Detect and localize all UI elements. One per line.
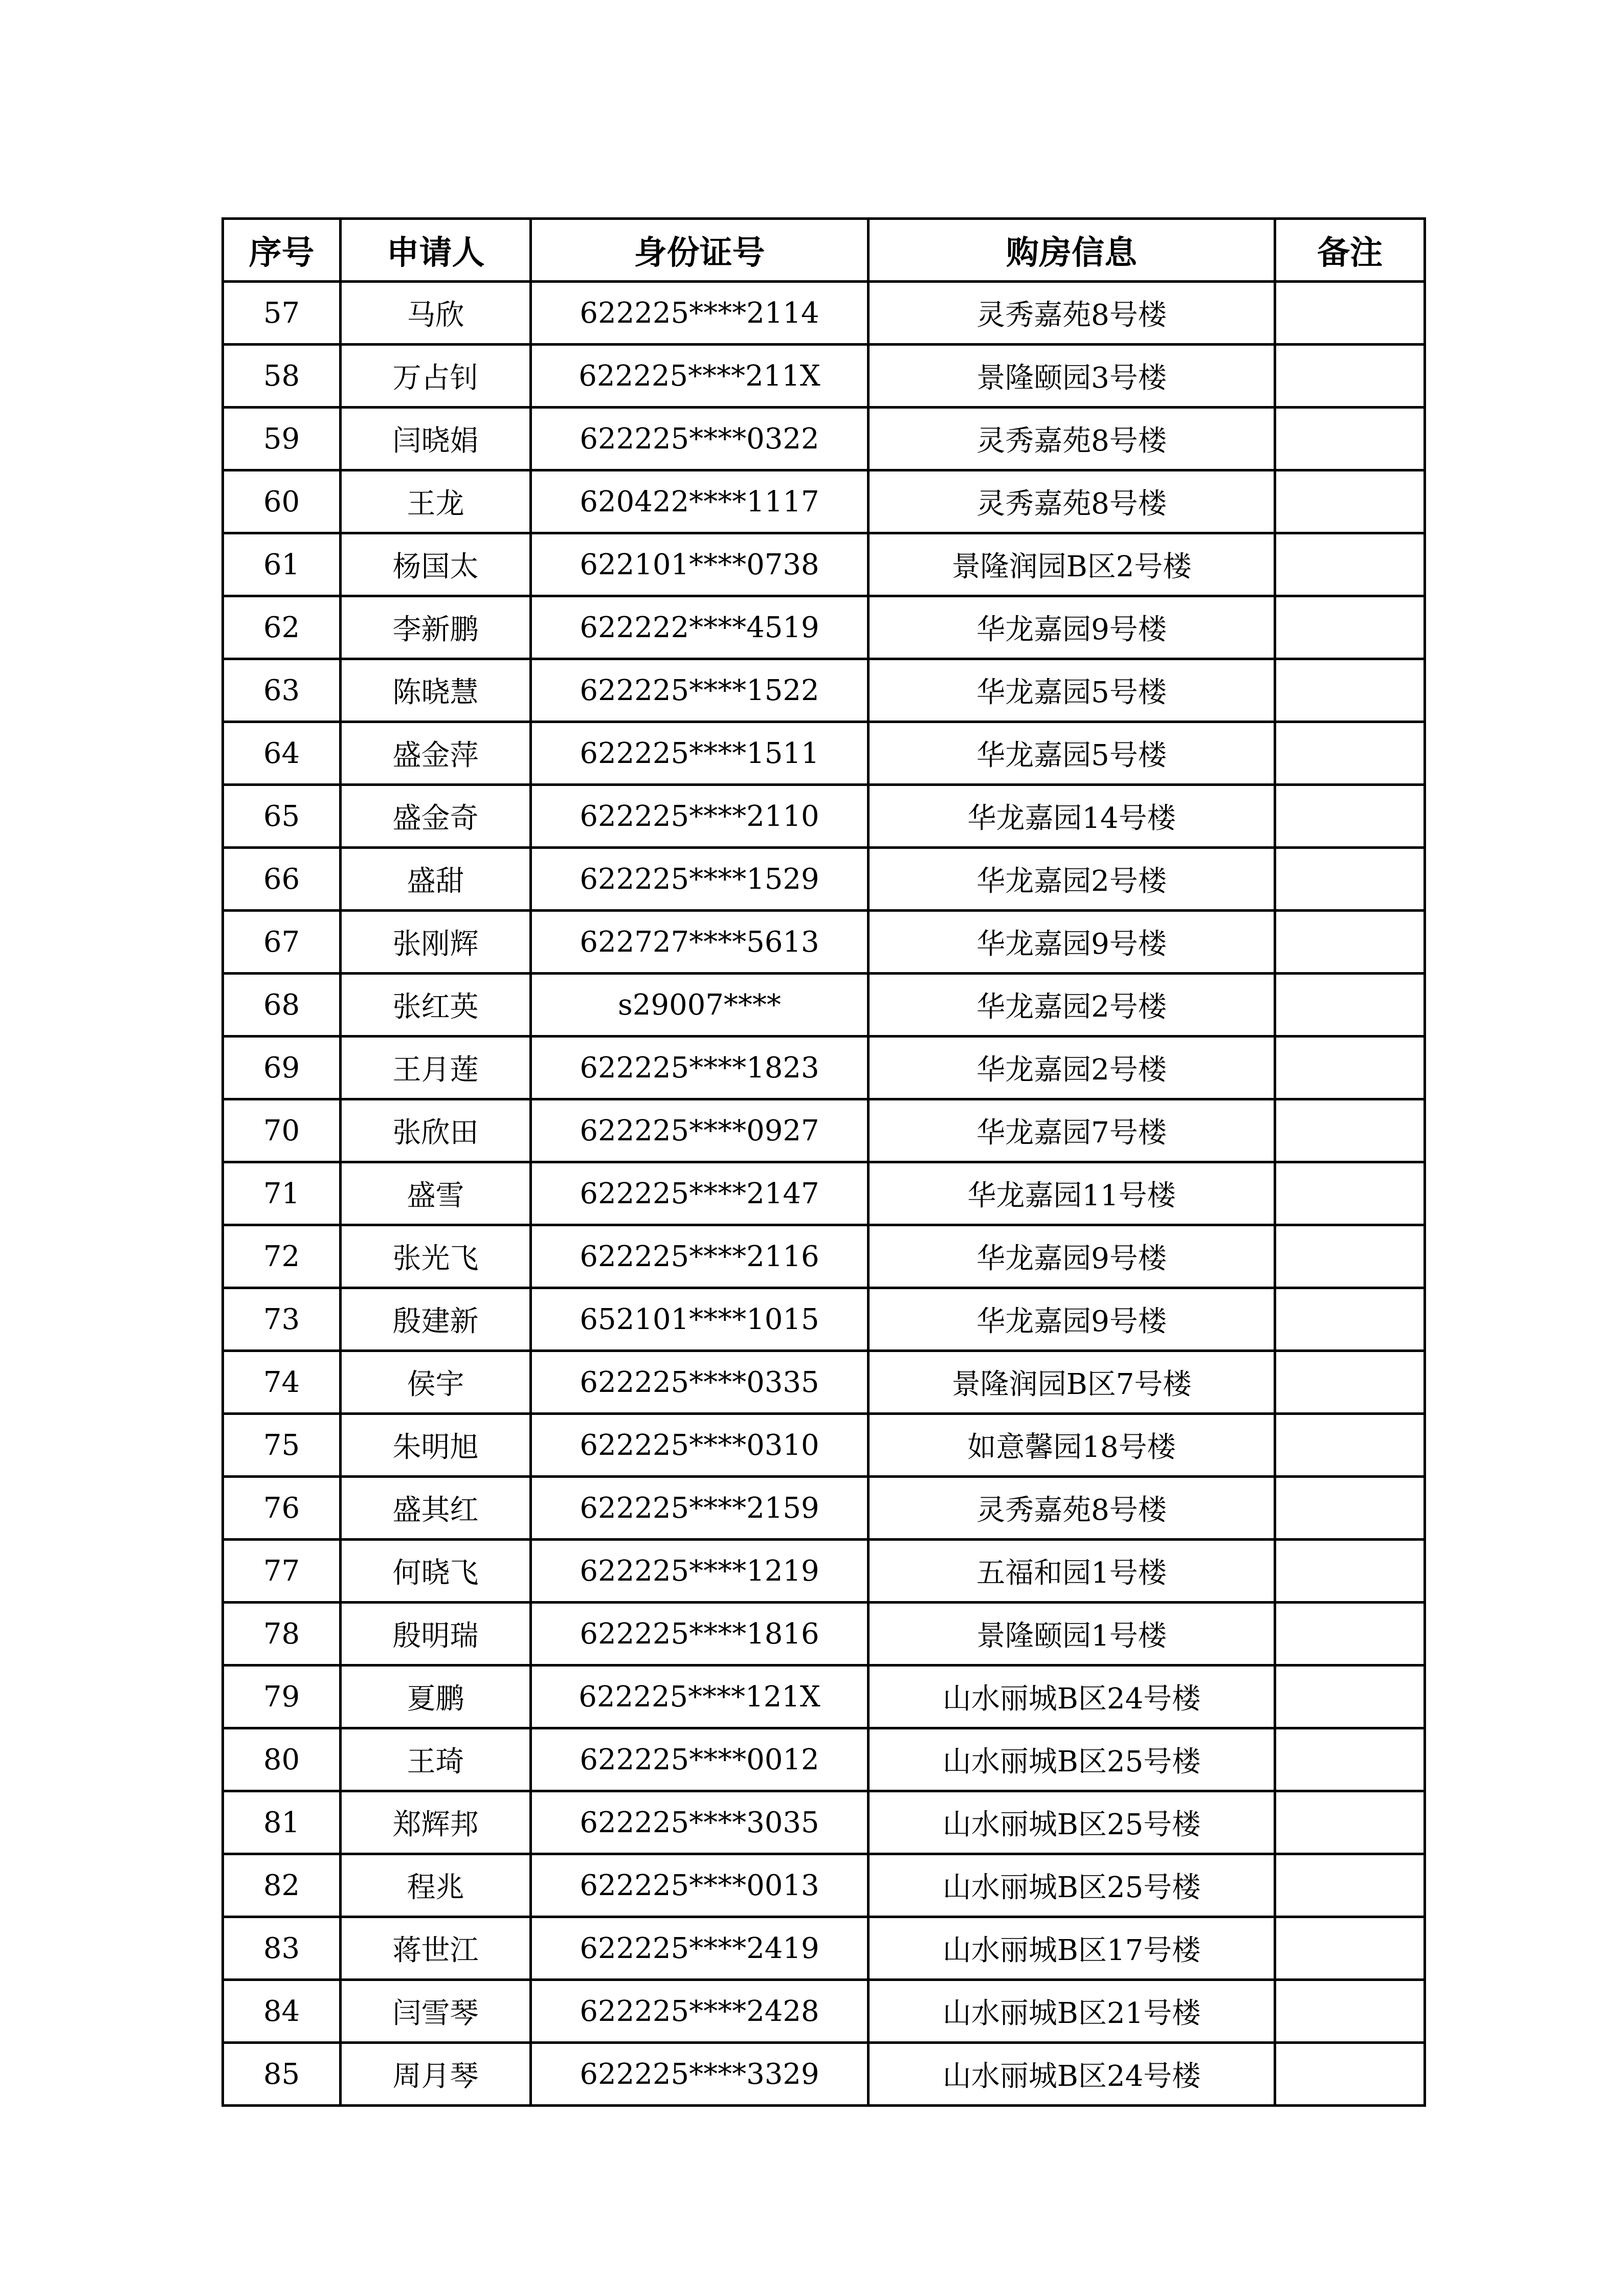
cell-applicant: 马欣 — [341, 282, 531, 345]
cell-seq: 62 — [223, 596, 341, 659]
cell-house-info: 山水丽城B区21号楼 — [869, 1980, 1275, 2043]
header-seq: 序号 — [223, 219, 341, 282]
cell-seq: 68 — [223, 974, 341, 1037]
cell-seq: 76 — [223, 1477, 341, 1540]
cell-id-number: 622225****2159 — [531, 1477, 869, 1540]
cell-house-info: 灵秀嘉苑8号楼 — [869, 282, 1275, 345]
cell-seq: 85 — [223, 2043, 341, 2106]
cell-house-info: 景隆润园B区7号楼 — [869, 1351, 1275, 1414]
cell-id-number: 622225****1511 — [531, 722, 869, 785]
cell-applicant: 万占钊 — [341, 345, 531, 408]
cell-remarks — [1275, 282, 1425, 345]
table-row — [223, 282, 1425, 345]
cell-seq: 65 — [223, 785, 341, 848]
cell-applicant: 闫晓娟 — [341, 408, 531, 470]
cell-applicant: 殷建新 — [341, 1288, 531, 1351]
cell-seq: 79 — [223, 1665, 341, 1728]
cell-id-number: 622225****2147 — [531, 1162, 869, 1225]
cell-applicant: 程兆 — [341, 1854, 531, 1917]
header-id-number: 身份证号 — [531, 219, 869, 282]
cell-id-number: 622225****1816 — [531, 1603, 869, 1665]
cell-remarks — [1275, 722, 1425, 785]
table-row — [223, 1099, 1425, 1162]
cell-seq: 61 — [223, 533, 341, 596]
cell-seq: 75 — [223, 1414, 341, 1477]
cell-applicant: 郑辉邦 — [341, 1791, 531, 1854]
table-row — [223, 722, 1425, 785]
cell-id-number: 652101****1015 — [531, 1288, 869, 1351]
cell-applicant: 盛其红 — [341, 1477, 531, 1540]
cell-seq: 64 — [223, 722, 341, 785]
cell-remarks — [1275, 1540, 1425, 1603]
cell-applicant: 朱明旭 — [341, 1414, 531, 1477]
cell-house-info: 山水丽城B区25号楼 — [869, 1791, 1275, 1854]
cell-remarks — [1275, 1917, 1425, 1980]
cell-house-info: 景隆颐园1号楼 — [869, 1603, 1275, 1665]
cell-house-info: 山水丽城B区24号楼 — [869, 1665, 1275, 1728]
table-row — [223, 1917, 1425, 1980]
cell-seq: 70 — [223, 1099, 341, 1162]
cell-remarks — [1275, 974, 1425, 1037]
cell-remarks — [1275, 408, 1425, 470]
table-row — [223, 1414, 1425, 1477]
table-row — [223, 533, 1425, 596]
table-row — [223, 2043, 1425, 2106]
cell-remarks — [1275, 659, 1425, 722]
applicant-table — [221, 217, 1426, 2107]
cell-house-info: 华龙嘉园11号楼 — [869, 1162, 1275, 1225]
cell-remarks — [1275, 848, 1425, 911]
cell-id-number: 622225****0335 — [531, 1351, 869, 1414]
cell-remarks — [1275, 1288, 1425, 1351]
cell-id-number: 622225****2114 — [531, 282, 869, 345]
cell-remarks — [1275, 1854, 1425, 1917]
cell-id-number: 622225****211X — [531, 345, 869, 408]
cell-applicant: 杨国太 — [341, 533, 531, 596]
table-row — [223, 408, 1425, 470]
cell-seq: 66 — [223, 848, 341, 911]
cell-applicant: 陈晓慧 — [341, 659, 531, 722]
cell-seq: 58 — [223, 345, 341, 408]
cell-house-info: 灵秀嘉苑8号楼 — [869, 408, 1275, 470]
cell-remarks — [1275, 2043, 1425, 2106]
cell-seq: 83 — [223, 1917, 341, 1980]
cell-applicant: 李新鹏 — [341, 596, 531, 659]
cell-house-info: 如意馨园18号楼 — [869, 1414, 1275, 1477]
cell-house-info: 华龙嘉园9号楼 — [869, 1225, 1275, 1288]
table-row — [223, 1791, 1425, 1854]
cell-seq: 81 — [223, 1791, 341, 1854]
cell-remarks — [1275, 596, 1425, 659]
cell-applicant: 夏鹏 — [341, 1665, 531, 1728]
cell-id-number: 622225****0322 — [531, 408, 869, 470]
cell-id-number: 622225****2116 — [531, 1225, 869, 1288]
cell-seq: 82 — [223, 1854, 341, 1917]
cell-applicant: 王月莲 — [341, 1037, 531, 1099]
cell-remarks — [1275, 1665, 1425, 1728]
table-body — [223, 282, 1425, 2106]
cell-house-info: 华龙嘉园7号楼 — [869, 1099, 1275, 1162]
cell-remarks — [1275, 1728, 1425, 1791]
cell-seq: 71 — [223, 1162, 341, 1225]
cell-remarks — [1275, 1603, 1425, 1665]
cell-remarks — [1275, 1037, 1425, 1099]
table-row — [223, 974, 1425, 1037]
table-row — [223, 785, 1425, 848]
cell-applicant: 盛金萍 — [341, 722, 531, 785]
cell-id-number: 622225****0013 — [531, 1854, 869, 1917]
cell-remarks — [1275, 1414, 1425, 1477]
cell-id-number: 622225****0927 — [531, 1099, 869, 1162]
table-row — [223, 1854, 1425, 1917]
cell-id-number: 622727****5613 — [531, 911, 869, 974]
cell-remarks — [1275, 1162, 1425, 1225]
cell-house-info: 山水丽城B区24号楼 — [869, 2043, 1275, 2106]
cell-seq: 67 — [223, 911, 341, 974]
cell-applicant: 张欣田 — [341, 1099, 531, 1162]
cell-house-info: 华龙嘉园9号楼 — [869, 1288, 1275, 1351]
cell-applicant: 盛甜 — [341, 848, 531, 911]
cell-id-number: 622225****1522 — [531, 659, 869, 722]
cell-applicant: 闫雪琴 — [341, 1980, 531, 2043]
cell-house-info: 五福和园1号楼 — [869, 1540, 1275, 1603]
cell-id-number: 622101****0738 — [531, 533, 869, 596]
cell-seq: 60 — [223, 470, 341, 533]
cell-house-info: 山水丽城B区25号楼 — [869, 1728, 1275, 1791]
cell-applicant: 王龙 — [341, 470, 531, 533]
cell-applicant: 盛雪 — [341, 1162, 531, 1225]
cell-id-number: 622225****1823 — [531, 1037, 869, 1099]
cell-house-info: 山水丽城B区25号楼 — [869, 1854, 1275, 1917]
table-row — [223, 1037, 1425, 1099]
table-row — [223, 911, 1425, 974]
cell-id-number: 622225****2428 — [531, 1980, 869, 2043]
cell-house-info: 华龙嘉园2号楼 — [869, 1037, 1275, 1099]
cell-id-number: 622225****3329 — [531, 2043, 869, 2106]
table-header — [223, 219, 1425, 282]
cell-house-info: 华龙嘉园5号楼 — [869, 722, 1275, 785]
cell-house-info: 华龙嘉园9号楼 — [869, 911, 1275, 974]
cell-house-info: 华龙嘉园9号楼 — [869, 596, 1275, 659]
cell-applicant: 张刚辉 — [341, 911, 531, 974]
cell-applicant: 殷明瑞 — [341, 1603, 531, 1665]
table-row — [223, 1728, 1425, 1791]
cell-seq: 69 — [223, 1037, 341, 1099]
cell-id-number: 622225****1219 — [531, 1540, 869, 1603]
header-house-info: 购房信息 — [869, 219, 1275, 282]
table-row — [223, 1225, 1425, 1288]
cell-applicant: 张光飞 — [341, 1225, 531, 1288]
table-row — [223, 470, 1425, 533]
cell-remarks — [1275, 911, 1425, 974]
cell-applicant: 周月琴 — [341, 2043, 531, 2106]
cell-applicant: 侯宇 — [341, 1351, 531, 1414]
cell-applicant: 盛金奇 — [341, 785, 531, 848]
cell-remarks — [1275, 1351, 1425, 1414]
cell-id-number: 622225****3035 — [531, 1791, 869, 1854]
cell-id-number: 622222****4519 — [531, 596, 869, 659]
table-row — [223, 596, 1425, 659]
cell-house-info: 山水丽城B区17号楼 — [869, 1917, 1275, 1980]
cell-seq: 63 — [223, 659, 341, 722]
cell-remarks — [1275, 345, 1425, 408]
table-row — [223, 848, 1425, 911]
cell-id-number: 622225****1529 — [531, 848, 869, 911]
cell-id-number: 620422****1117 — [531, 470, 869, 533]
cell-id-number: 622225****2419 — [531, 1917, 869, 1980]
cell-house-info: 灵秀嘉苑8号楼 — [869, 1477, 1275, 1540]
cell-remarks — [1275, 533, 1425, 596]
table-row — [223, 345, 1425, 408]
cell-applicant: 何晓飞 — [341, 1540, 531, 1603]
cell-house-info: 灵秀嘉苑8号楼 — [869, 470, 1275, 533]
table-row — [223, 1540, 1425, 1603]
cell-remarks — [1275, 470, 1425, 533]
table-row — [223, 659, 1425, 722]
cell-seq: 77 — [223, 1540, 341, 1603]
header-remarks: 备注 — [1275, 219, 1425, 282]
cell-seq: 59 — [223, 408, 341, 470]
cell-seq: 72 — [223, 1225, 341, 1288]
cell-house-info: 华龙嘉园2号楼 — [869, 974, 1275, 1037]
header-row — [223, 219, 1425, 282]
cell-applicant: 蒋世江 — [341, 1917, 531, 1980]
table-row — [223, 1980, 1425, 2043]
cell-seq: 74 — [223, 1351, 341, 1414]
cell-house-info: 华龙嘉园5号楼 — [869, 659, 1275, 722]
cell-remarks — [1275, 1099, 1425, 1162]
table-row — [223, 1288, 1425, 1351]
header-applicant: 申请人 — [341, 219, 531, 282]
cell-id-number: s29007**** — [531, 974, 869, 1037]
cell-id-number: 622225****121X — [531, 1665, 869, 1728]
table-row — [223, 1162, 1425, 1225]
cell-applicant: 张红英 — [341, 974, 531, 1037]
cell-house-info: 华龙嘉园14号楼 — [869, 785, 1275, 848]
cell-house-info: 景隆润园B区2号楼 — [869, 533, 1275, 596]
cell-seq: 80 — [223, 1728, 341, 1791]
cell-seq: 78 — [223, 1603, 341, 1665]
cell-remarks — [1275, 1477, 1425, 1540]
table-row — [223, 1603, 1425, 1665]
table-row — [223, 1665, 1425, 1728]
cell-house-info: 华龙嘉园2号楼 — [869, 848, 1275, 911]
cell-applicant: 王琦 — [341, 1728, 531, 1791]
cell-id-number: 622225****0012 — [531, 1728, 869, 1791]
cell-remarks — [1275, 785, 1425, 848]
cell-id-number: 622225****0310 — [531, 1414, 869, 1477]
table-row — [223, 1477, 1425, 1540]
cell-id-number: 622225****2110 — [531, 785, 869, 848]
cell-house-info: 景隆颐园3号楼 — [869, 345, 1275, 408]
cell-remarks — [1275, 1980, 1425, 2043]
cell-seq: 57 — [223, 282, 341, 345]
table-row — [223, 1351, 1425, 1414]
cell-remarks — [1275, 1225, 1425, 1288]
cell-seq: 84 — [223, 1980, 341, 2043]
cell-remarks — [1275, 1791, 1425, 1854]
cell-seq: 73 — [223, 1288, 341, 1351]
